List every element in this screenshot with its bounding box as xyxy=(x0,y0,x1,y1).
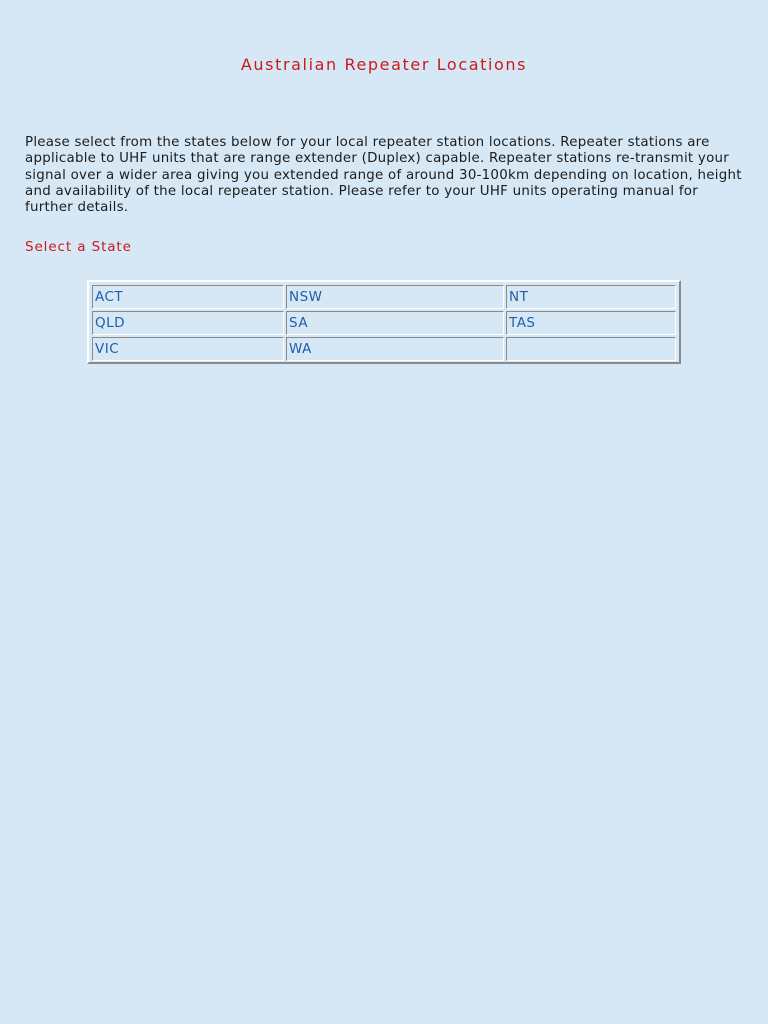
state-link-sa[interactable]: SA xyxy=(289,315,309,331)
state-link-tas[interactable]: TAS xyxy=(509,315,536,331)
table-cell xyxy=(286,337,504,361)
state-link-nt[interactable]: NT xyxy=(509,289,529,305)
table-cell xyxy=(92,337,284,361)
table-cell xyxy=(92,311,284,335)
state-link-vic[interactable]: VIC xyxy=(95,341,120,357)
table-row xyxy=(92,337,676,361)
state-link-wa[interactable]: WA xyxy=(289,341,312,357)
table-cell xyxy=(286,311,504,335)
table-cell xyxy=(506,285,676,309)
table-row xyxy=(92,311,676,335)
table-row xyxy=(92,285,676,309)
state-table-frame xyxy=(87,280,681,364)
empty-table-cell xyxy=(506,337,676,361)
state-table xyxy=(90,283,678,363)
table-cell xyxy=(506,311,676,335)
table-cell xyxy=(286,285,504,309)
state-link-nsw[interactable]: NSW xyxy=(289,289,323,305)
table-cell xyxy=(92,285,284,309)
intro-paragraph: Please select from the states below for your local repeater station locations. Repeater stations are applicable to UHF units that are range extender (Duplex) capable. Repeater stations re-transmit your signal over a wider area giving you extended range of around 30-100km depending on location, height and availability of the local repeater station. Please refer to your UHF units operating manual for further details. xyxy=(25,135,742,216)
page-title: Australian Repeater Locations xyxy=(240,55,528,74)
state-link-act[interactable]: ACT xyxy=(95,289,124,305)
select-state-heading: Select a State xyxy=(25,239,132,255)
state-link-qld[interactable]: QLD xyxy=(95,315,126,331)
